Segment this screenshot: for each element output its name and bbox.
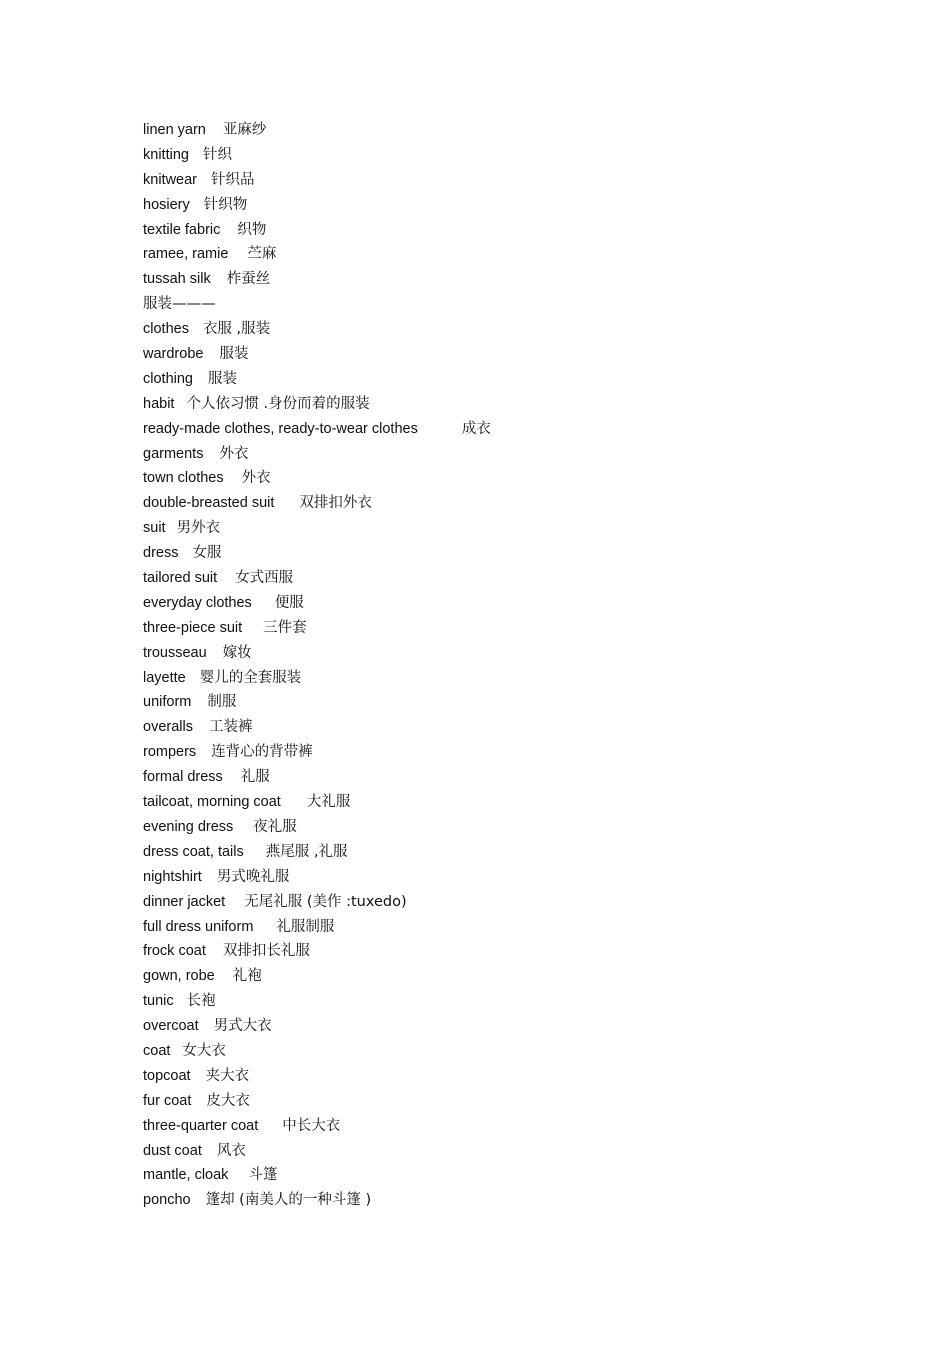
entry-chinese: 双排扣外衣 xyxy=(299,495,372,512)
glossary-entry xyxy=(143,1188,863,1213)
entry-english: everyday clothes xyxy=(143,594,252,611)
entry-english: dinner jacket xyxy=(143,893,226,910)
entry-chinese: 织物 xyxy=(237,221,267,238)
glossary-entry xyxy=(143,342,863,367)
entry-chinese: 婴儿的全套服装 xyxy=(199,669,302,686)
glossary-entry xyxy=(143,1039,863,1064)
entry-english: three-quarter coat xyxy=(143,1117,259,1134)
entry-chinese: 柞蚕丝 xyxy=(226,271,271,288)
glossary-entry xyxy=(143,1089,863,1114)
entry-english: wardrobe xyxy=(143,346,204,363)
entry-chinese: 连背心的背带裤 xyxy=(211,744,313,761)
entry-chinese: 风衣 xyxy=(216,1142,246,1159)
glossary-entry xyxy=(143,989,863,1014)
glossary-entry xyxy=(143,317,863,342)
glossary-list xyxy=(143,118,863,1213)
glossary-entry xyxy=(143,1114,863,1139)
entry-chinese: 燕尾服 ,礼服 xyxy=(265,843,348,860)
glossary-entry xyxy=(143,193,863,218)
entry-chinese: 针织品 xyxy=(211,171,255,188)
glossary-entry xyxy=(143,715,863,740)
entry-chinese: 男外衣 xyxy=(176,520,221,537)
glossary-entry xyxy=(143,616,863,641)
entry-chinese: 个人依习惯 .身份而着的服装 xyxy=(186,395,370,412)
glossary-entry xyxy=(143,666,863,691)
entry-english: gown, robe xyxy=(143,968,215,985)
entry-english: overalls xyxy=(143,719,193,736)
entry-chinese: 礼袍 xyxy=(232,968,262,985)
glossary-entry xyxy=(143,218,863,243)
entry-english: overcoat xyxy=(143,1018,199,1035)
entry-english: dust coat xyxy=(143,1142,202,1159)
entry-english: full dress uniform xyxy=(143,918,254,935)
entry-chinese: 皮大衣 xyxy=(206,1092,250,1109)
entry-chinese: 斗篷 xyxy=(248,1167,278,1184)
glossary-entry xyxy=(143,641,863,666)
entry-chinese: 夹大衣 xyxy=(205,1067,250,1084)
glossary-entry xyxy=(143,168,863,193)
entry-chinese: 女大衣 xyxy=(182,1042,226,1059)
entry-chinese: 女式西服 xyxy=(235,570,294,587)
entry-english: mantle, cloak xyxy=(143,1167,229,1184)
entry-chinese: 便服 xyxy=(274,594,304,611)
glossary-entry xyxy=(143,242,863,267)
entry-chinese: 三件套 xyxy=(263,619,307,636)
entry-chinese: 外衣 xyxy=(219,445,249,462)
glossary-entry xyxy=(143,516,863,541)
entry-chinese: 长袍 xyxy=(186,993,216,1010)
entry-chinese: 服装 xyxy=(207,370,237,387)
glossary-entry xyxy=(143,815,863,840)
entry-english: ready-made clothes, ready-to-wear clothes xyxy=(143,420,418,437)
entry-english: formal dress xyxy=(143,769,223,786)
entry-english: tussah silk xyxy=(143,271,211,288)
entry-english: textile fabric xyxy=(143,221,221,238)
glossary-entry xyxy=(143,890,863,915)
glossary-entry xyxy=(143,143,863,168)
entry-english: three-piece suit xyxy=(143,619,243,636)
glossary-entry xyxy=(143,1163,863,1188)
entry-chinese: 双排扣长礼服 xyxy=(222,943,310,960)
entry-chinese: 成衣 xyxy=(461,420,491,437)
entry-english: town clothes xyxy=(143,470,224,487)
section-heading-text: 服装——— xyxy=(143,296,216,313)
glossary-entry xyxy=(143,790,863,815)
glossary-entry xyxy=(143,442,863,467)
entry-english: suit xyxy=(143,520,166,537)
entry-chinese: 外衣 xyxy=(241,470,271,487)
entry-english: dress coat, tails xyxy=(143,843,244,860)
entry-english: layette xyxy=(143,669,186,686)
entry-english: frock coat xyxy=(143,943,206,960)
entry-chinese: 嫁妆 xyxy=(222,644,252,661)
glossary-entry xyxy=(143,118,863,143)
entry-english: linen yarn xyxy=(143,122,206,138)
glossary-entry xyxy=(143,939,863,964)
glossary-entry xyxy=(143,690,863,715)
entry-english: knitwear xyxy=(143,171,197,188)
glossary-entry xyxy=(143,865,863,890)
entry-chinese: 制服 xyxy=(207,694,237,711)
entry-english: ramee, ramie xyxy=(143,246,229,263)
entry-chinese: 工装裤 xyxy=(208,719,253,736)
entry-english: tailored suit xyxy=(143,570,218,587)
glossary-entry xyxy=(143,964,863,989)
entry-english: trousseau xyxy=(143,644,207,661)
entry-english: fur coat xyxy=(143,1092,192,1109)
glossary-entry xyxy=(143,267,863,292)
glossary-entry xyxy=(143,915,863,940)
entry-chinese: 针织 xyxy=(202,146,232,163)
section-heading xyxy=(143,292,863,317)
glossary-entry xyxy=(143,840,863,865)
glossary-entry xyxy=(143,466,863,491)
entry-english: tailcoat, morning coat xyxy=(143,794,281,811)
entry-chinese: 苎麻 xyxy=(247,246,277,263)
entry-english: coat xyxy=(143,1042,171,1059)
glossary-entry xyxy=(143,591,863,616)
entry-english: topcoat xyxy=(143,1067,191,1084)
entry-english: hosiery xyxy=(143,196,190,213)
entry-english: double-breasted suit xyxy=(143,495,275,512)
entry-chinese: 针织物 xyxy=(203,196,248,213)
entry-chinese: 亚麻纱 xyxy=(222,122,267,138)
glossary-entry xyxy=(143,1139,863,1164)
entry-english: dress xyxy=(143,545,179,562)
entry-english: clothes xyxy=(143,321,189,338)
entry-chinese: 大礼服 xyxy=(306,794,351,811)
entry-chinese: 中长大衣 xyxy=(282,1117,341,1134)
entry-chinese: 男式大衣 xyxy=(213,1018,272,1035)
glossary-entry xyxy=(143,566,863,591)
entry-chinese: 礼服制服 xyxy=(276,918,335,935)
entry-chinese: 衣服 ,服装 xyxy=(202,321,271,338)
entry-chinese: 男式晚礼服 xyxy=(216,868,290,885)
glossary-entry xyxy=(143,541,863,566)
glossary-entry xyxy=(143,1014,863,1039)
entry-english: knitting xyxy=(143,146,189,163)
entry-english: evening dress xyxy=(143,818,234,835)
entry-chinese: 夜礼服 xyxy=(253,818,297,835)
glossary-entry xyxy=(143,1064,863,1089)
glossary-entry xyxy=(143,491,863,516)
entry-chinese: 礼服 xyxy=(240,769,270,786)
entry-english: uniform xyxy=(143,694,192,711)
entry-chinese: 女服 xyxy=(192,545,222,562)
entry-english: poncho xyxy=(143,1192,191,1209)
entry-english: tunic xyxy=(143,993,174,1010)
glossary-entry xyxy=(143,765,863,790)
glossary-entry xyxy=(143,392,863,417)
entry-english: rompers xyxy=(143,744,197,761)
entry-english: habit xyxy=(143,395,175,412)
entry-english: garments xyxy=(143,445,204,462)
entry-english: nightshirt xyxy=(143,868,202,885)
entry-chinese: 服装 xyxy=(219,346,249,363)
entry-chinese: 篷却 (南美人的一种斗篷 ) xyxy=(205,1192,372,1209)
entry-english: clothing xyxy=(143,370,193,387)
glossary-entry xyxy=(143,417,863,442)
entry-chinese: 无尾礼服 (美作 :tuxedo) xyxy=(244,893,407,910)
glossary-entry xyxy=(143,367,863,392)
glossary-entry xyxy=(143,740,863,765)
